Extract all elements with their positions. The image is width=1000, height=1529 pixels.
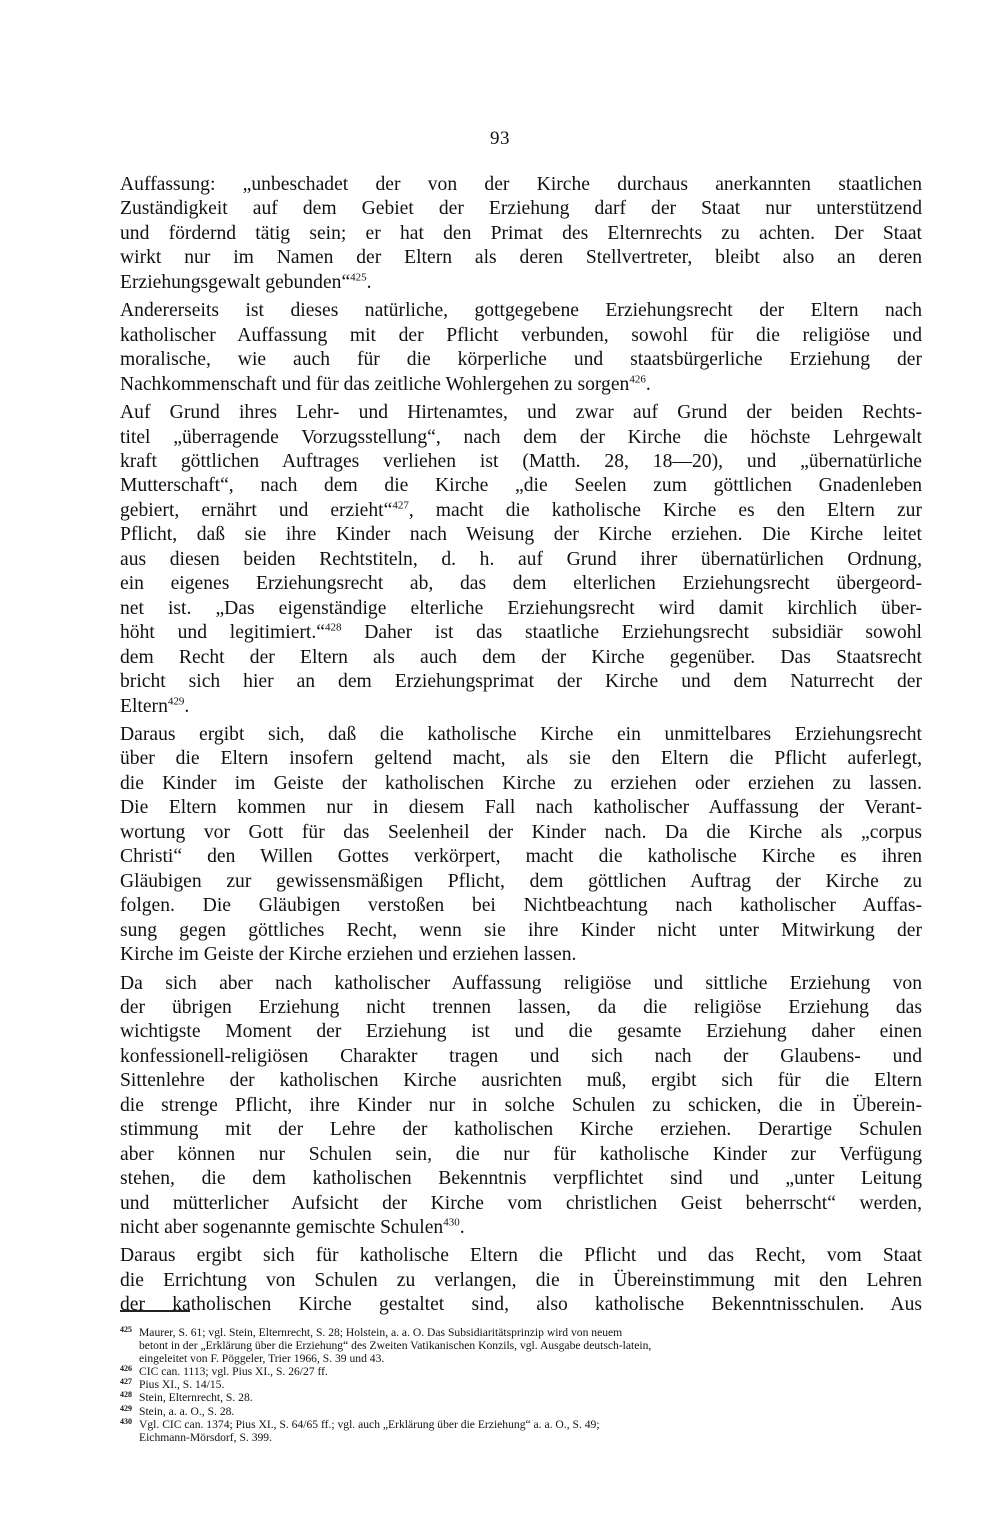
text-line (120, 1216, 922, 1240)
text-line: wortung vor Gott für das Seelenheil der Kinder nach. Da die Kirche als „corpus (120, 821, 922, 843)
text-line (120, 499, 922, 523)
footnote-ref: 429 (167, 694, 185, 707)
text-line: katholischer Auffassung mit der Pflicht verbunden, sowohl für die religiöse und (120, 324, 922, 346)
text-line: moralische, wie auch für die körperliche und staatsbürgerliche Erziehung der (120, 349, 922, 371)
text-line: Daraus ergibt sich für katholische Eltern die Pflicht und das Recht, vom Staat (120, 1245, 922, 1267)
text-line: wirkt nur im Namen der Eltern als deren Stellvertreter, bleibt also an deren (120, 247, 922, 269)
footnote (120, 1326, 920, 1339)
text-fragment: . (459, 1217, 465, 1239)
text-fragment: höht und legitimiert.“ (120, 622, 325, 644)
text-line: Gläubigen zur gewissensmäßigen Pflicht, dem göttlichen Auftrag der Kirche zu (120, 870, 922, 892)
footnote-number: 429 (120, 1403, 132, 1413)
footnote-number: 428 (120, 1390, 132, 1400)
text-line: Kirche im Geiste der Kirche erziehen und erziehen lassen. (120, 944, 577, 966)
text-line: Mutterschaft“, nach dem die Kirche „die Seelen zum göttlichen Gnadenleben (120, 475, 922, 497)
footnote-text: Stein, a. a. O., S. 28. (139, 1404, 235, 1418)
text-line: die Kinder im Geiste der katholischen Kirche zu erziehen oder erziehen zu lassen. (120, 772, 922, 794)
text-line: und fördernd tätig sein; er hat den Primat des Elternrechts zu achten. Der Staat (120, 222, 922, 244)
text-line: titel „überragende Vorzugsstellung“, nach dem der Kirche die höchste Lehrgewalt (120, 426, 922, 448)
paragraph-3 (120, 401, 922, 719)
footnote-divider (120, 1310, 190, 1312)
text-line: der übrigen Erziehung nicht trennen lassen, da die religiöse Erziehung das (120, 996, 922, 1018)
paragraph-1 (120, 173, 922, 295)
footnote-text: eingeleitet von F. Pöggeler, Trier 1966, S. 39 und 43. (139, 1352, 385, 1366)
text-line (120, 621, 922, 645)
footnote-ref: 427 (392, 499, 409, 512)
footnote-number: 425 (120, 1325, 132, 1334)
footnote (120, 1365, 920, 1378)
text-fragment: nicht aber sogenannte gemischte Schulen (120, 1217, 444, 1239)
text-line: net ist. „Das eigenständige elterliche Erziehungsrecht wird damit kirchlich über- (120, 597, 922, 619)
footnote-continuation (120, 1352, 920, 1365)
body-text (120, 173, 922, 1322)
text-line: über die Eltern insofern geltend macht, als sie den Eltern die Pflicht auferlegt, (120, 748, 922, 770)
text-line: kraft göttlichen Auftrages verliehen ist (Matth. 28, 18—20), und „übernatürliche (120, 450, 922, 472)
text-fragment: Eltern (120, 695, 168, 717)
text-fragment: Daher ist das staatliche Erziehungsrecht subsidiär sowohl (341, 622, 922, 644)
footnote-ref: 428 (324, 621, 342, 634)
text-line: Sittenlehre der katholischen Kirche ausrichten muß, ergibt sich für die Eltern (120, 1070, 922, 1092)
text-line: sung gegen göttliches Recht, wenn sie ihre Kinder nicht unter Mitwirkung der (120, 919, 922, 941)
text-line: wichtigste Moment der Erziehung ist und die gesamte Erziehung daher einen (120, 1021, 922, 1043)
text-fragment: Nachkommenschaft und für das zeitliche Wohlergehen zu sorgen (120, 373, 630, 395)
footnote-ref: 425 (350, 271, 367, 284)
text-line (120, 271, 922, 295)
text-line: und mütterlicher Aufsicht der Kirche vom christlichen Geist beherrscht“ werden, (120, 1192, 922, 1214)
footnote-text: Vgl. CIC can. 1374; Pius XI., S. 64/65 ff.; vgl. auch „Erklärung über die Erziehung“ a. a. O., S. 49; (139, 1417, 600, 1431)
text-line: folgen. Die Gläubigen verstoßen bei Nichtbeachtung nach katholischer Auffas- (120, 895, 922, 917)
paragraph-5 (120, 972, 922, 1241)
text-line: Christi“ den Willen Gottes verkörpert, macht die katholische Kirche es ihren (120, 846, 922, 868)
footnote-number: 430 (120, 1416, 132, 1426)
text-line: Andererseits ist dieses natürliche, gottgegebene Erziehungsrecht der Eltern nach (120, 300, 922, 322)
footnote-number: 426 (120, 1364, 132, 1374)
text-line: bricht sich hier an dem Erziehungsprimat der Kirche und dem Naturrecht der (120, 671, 922, 693)
text-line: ein eigenes Erziehungsrecht ab, das dem elterlichen Erziehungsrecht übergeord- (120, 573, 922, 595)
paragraph-4 (120, 723, 922, 968)
footnote-ref: 426 (629, 373, 646, 386)
text-fragment: . (366, 271, 372, 293)
text-line: dem Recht der Eltern als auch dem der Kirche gegenüber. Das Staatsrecht (120, 646, 922, 668)
text-line (120, 373, 922, 397)
text-fragment: Erziehungsgewalt gebunden“ (120, 271, 351, 293)
text-line (120, 695, 922, 719)
footnote-text: betont in der „Erklärung über die Erziehung“ des Zweiten Vatikanischen Konzils, vgl. Ausgabe deutsch-latein, (139, 1339, 652, 1353)
text-fragment: . (184, 695, 190, 717)
text-fragment: , macht die katholische Kirche es den Eltern zur (408, 499, 922, 521)
paragraph-6 (120, 1244, 922, 1317)
text-fragment: gebiert, ernährt und erzieht“ (120, 499, 393, 521)
footnote-ref: 430 (443, 1216, 460, 1229)
footnote-continuation (120, 1431, 920, 1444)
text-line: aus diesen beiden Rechtstiteln, d. h. auf Grund ihrer übernatürlichen Ordnung, (120, 548, 922, 570)
text-line: stimmung mit der Lehre der katholischen Kirche erziehen. Derartige Schulen (120, 1119, 922, 1141)
footnotes (120, 1326, 920, 1444)
footnote (120, 1378, 920, 1391)
footnote-text: Pius XI., S. 14/15. (139, 1378, 225, 1392)
text-line: die Errichtung von Schulen zu verlangen, die in Übereinstimmung mit den Lehren (120, 1269, 922, 1291)
text-line: die strenge Pflicht, ihre Kinder nur in solche Schulen zu schicken, die in Überein- (120, 1094, 922, 1116)
text-line: aber können nur Schulen sein, die nur für katholische Kinder zur Verfügung (120, 1143, 922, 1165)
footnote-continuation (120, 1339, 920, 1352)
text-line: konfessionell-religiösen Charakter tragen und sich nach der Glaubens- und (120, 1045, 922, 1067)
text-line: Auffassung: „unbeschadet der von der Kirche durchaus anerkannten staatlichen (120, 174, 922, 195)
text-line: Auf Grund ihres Lehr- und Hirtenamtes, und zwar auf Grund der beiden Rechts- (120, 402, 922, 424)
text-line: stehen, die dem katholischen Bekenntnis verpflichtet sind und „unter Leitung (120, 1168, 922, 1190)
text-line: Da sich aber nach katholischer Auffassung religiöse und sittliche Erziehung von (120, 972, 922, 994)
text-line: Daraus ergibt sich, daß die katholische Kirche ein unmittelbares Erziehungsrecht (120, 723, 922, 745)
footnote-text: Stein, Elternrecht, S. 28. (139, 1391, 253, 1405)
text-line: der katholischen Kirche gestaltet sind, also katholische Bekenntnisschulen. Aus (120, 1294, 922, 1316)
text-line: Die Eltern kommen nur in diesem Fall nach katholischer Auffassung der Verant- (120, 797, 922, 819)
footnote-number: 427 (120, 1377, 132, 1387)
footnote (120, 1418, 920, 1431)
text-line: Zuständigkeit auf dem Gebiet der Erziehung darf der Staat nur unterstützend (120, 198, 922, 220)
text-line: Pflicht, daß sie ihre Kinder nach Weisung der Kirche erziehen. Die Kirche leitet (120, 524, 922, 546)
footnote (120, 1405, 920, 1418)
footnote-text: Maurer, S. 61; vgl. Stein, Elternrecht, S. 28; Holstein, a. a. O. Das Subsidiaritätsprinzip wird von neuem (139, 1326, 623, 1339)
text-fragment: . (645, 373, 651, 395)
paragraph-2 (120, 299, 922, 397)
footnote (120, 1391, 920, 1404)
footnote-text: Eichmann-Mörsdorf, S. 399. (139, 1430, 272, 1444)
page-number: 93 (490, 128, 510, 149)
footnote-text: CIC can. 1113; vgl. Pius XI., S. 26/27 ff. (139, 1365, 328, 1379)
